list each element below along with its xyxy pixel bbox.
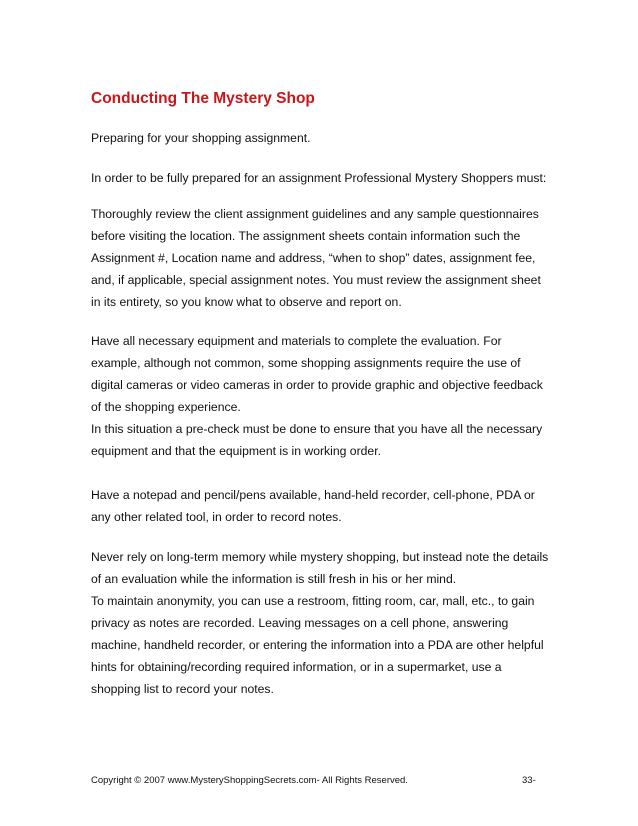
- text-line: To maintain anonymity, you can use a restroom, fitting room, car, mall, etc., to gain: [91, 594, 535, 608]
- text-line: any other related tool, in order to record notes.: [91, 510, 342, 524]
- text-line: machine, handheld recorder, or entering the information into a PDA are other helpful: [91, 638, 544, 652]
- footer-page-number: 33-: [522, 775, 536, 786]
- text-line: Thoroughly review the client assignment guidelines and any sample questionnaires: [91, 207, 539, 221]
- text-line: in its entirety, so you know what to observe and report on.: [91, 295, 402, 309]
- paragraph-memory: [91, 546, 571, 700]
- text-line: shopping list to record your notes.: [91, 682, 274, 696]
- footer-copyright: Copyright © 2007 www.MysteryShoppingSecrets.com- All Rights Reserved.: [91, 775, 408, 786]
- text-line: hints for obtaining/recording required information, or in a supermarket, use a: [91, 660, 502, 674]
- text-line: of the shopping experience.: [91, 400, 241, 414]
- text-line: In this situation a pre-check must be done to ensure that you have all the necessary: [91, 422, 543, 436]
- text-line: and, if applicable, special assignment notes. You must review the assignment sheet: [91, 273, 541, 287]
- text-line: before visiting the location. The assignment sheets contain information such the: [91, 229, 521, 243]
- text-line: Never rely on long-term memory while mystery shopping, but instead note the details: [91, 550, 549, 564]
- text-line: of an evaluation while the information is still fresh in his or her mind.: [91, 572, 457, 586]
- text-line: Have a notepad and pencil/pens available, hand-held recorder, cell-phone, PDA or: [91, 488, 535, 502]
- text-line: Have all necessary equipment and materials to complete the evaluation. For: [91, 334, 502, 348]
- text-line: example, although not common, some shopping assignments require the use of: [91, 356, 521, 370]
- paragraph-review-guidelines: [91, 203, 571, 313]
- intro-text: In order to be fully prepared for an assignment Professional Mystery Shoppers must:: [91, 171, 547, 185]
- text-line: Assignment #, Location name and address, “when to shop” dates, assignment fee,: [91, 251, 536, 265]
- paragraph-notepad: [91, 484, 571, 528]
- text-line: equipment and that the equipment is in working order.: [91, 444, 381, 458]
- paragraph-equipment: [91, 330, 571, 462]
- text-line: digital cameras or video cameras in order to provide graphic and objective feedback: [91, 378, 543, 392]
- page-title: Conducting The Mystery Shop: [91, 90, 315, 107]
- text-line: privacy as notes are recorded. Leaving messages on a cell phone, answering: [91, 616, 509, 630]
- intro-subtitle: Preparing for your shopping assignment.: [91, 131, 311, 145]
